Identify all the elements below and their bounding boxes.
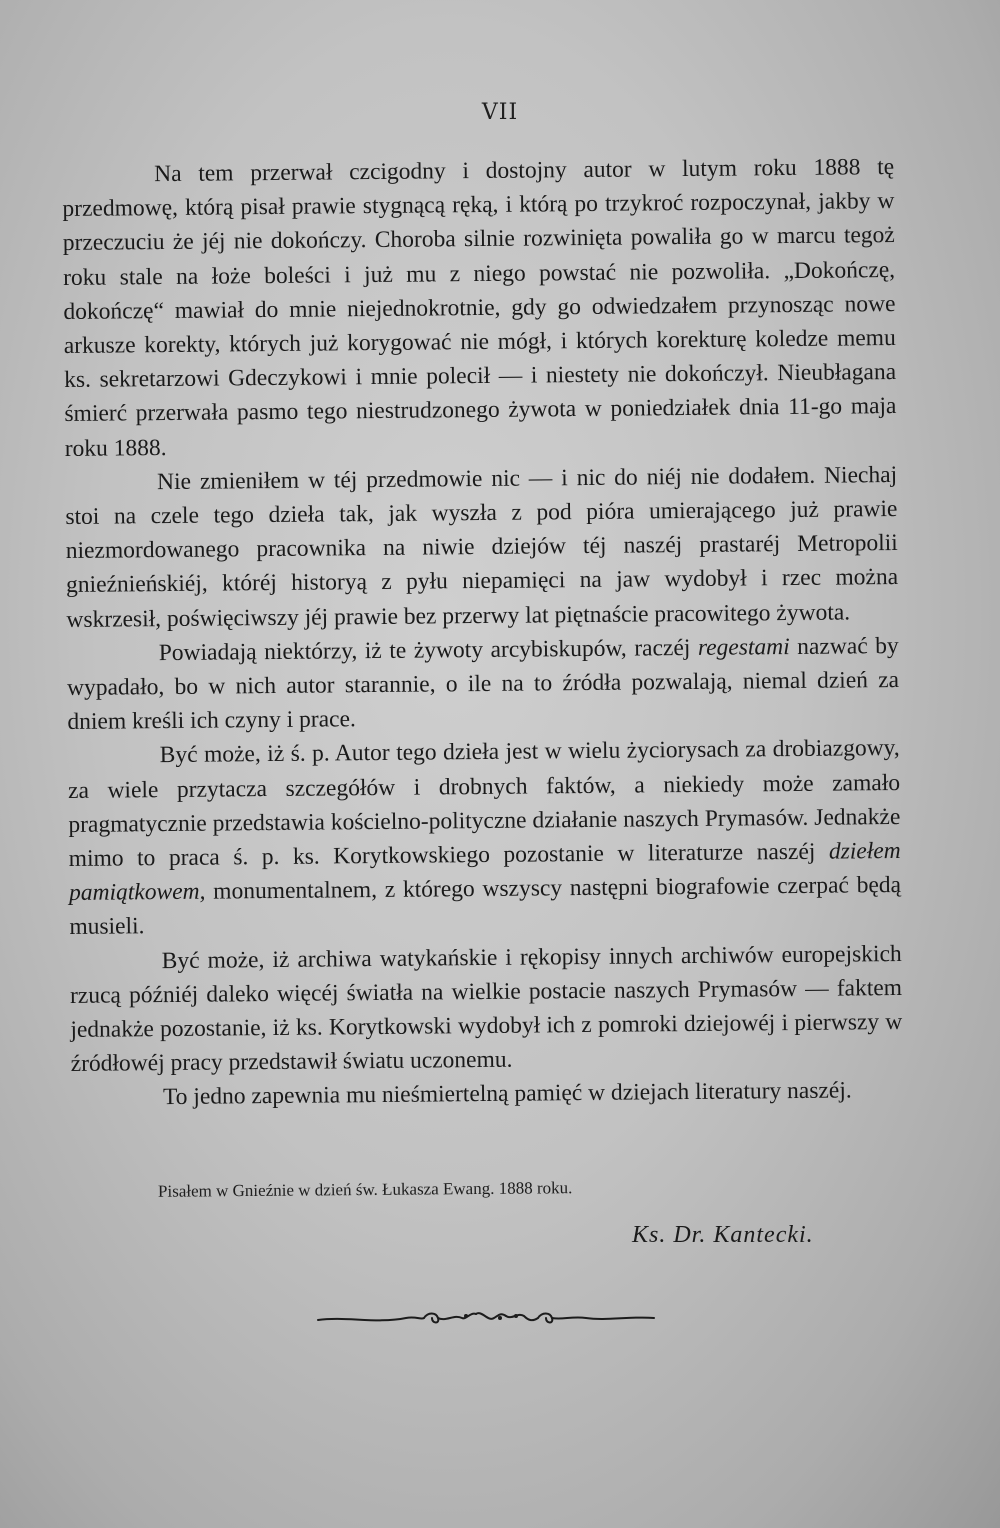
paragraph-5-text: Być może, iż archiwa watykańskie i rękopisy innych archiwów europejskich rzucą późniéj daleko więcéj światła na wielkie postacie naszych Prymasów — faktem jednakże pozostanie, iż ks. Korytkowski wydobył ich z pomroki dziejowéj i pierwszy w źródłowéj pracy przedstawił światu uczonemu. [69,940,903,1078]
paragraph-4-text: Być może, iż ś. p. Autor tego dzieła jest w wielu życiorysach za drobiazgowy, za wiele przytacza szczegółów i drobnych faktów, a niekiedy może zamało pragmatycznie przedstawia kościelno-polityczne działanie naszych Prymasów. Jednakże mimo to praca ś. p. ks. Korytkowskiego pozostanie w literaturze naszéj [67,735,901,873]
paragraph-6 [71,1073,903,1115]
signoff-line: Pisałem w Gnieźnie w dzień św. Łukasza Ewang. 1888 roku. [157,1178,573,1201]
author-signature: Ks. Dr. Kantecki. [632,1222,814,1248]
paragraph-3-text: Powiadają niektórzy, iż te żywoty arcybiskupów, raczéj [158,634,699,666]
paragraph-3 [67,629,900,740]
paragraph-1 [62,150,897,466]
page-number: VII [481,100,519,125]
preface-text [62,150,903,1116]
paragraph-1-text: Na tem przerwał czcigodny i dostojny autor w lutym roku 1888 tę przedmowę, którą pisał prawie stygnącą ręką, i którą po trzykroć rozpoczynał, jakby w przeczuciu że jéj nie dokończy. Choroba silnie rozwinięta powaliła go w marcu tegoż roku stale na łoże boleści i już mu z niego powstać nie pozwoliła. „Dokończę, dokończę“ mawiał do mnie niejednokrotnie, gdy go odwiedzałem przynosząc nowe arkusze korekty, których już korygować nie mógł, i których korekturę koledze memu ks. sekretarzowi Gdeczykowi i mnie polecił — i niestety nie dokończył. Nieubłagana śmierć przerwała pasmo tego niestrudzonego żywota w poniedziałek dnia 11-go maja roku 1888. [62,154,897,462]
paragraph-3-text-end: nazwać by wypadało, bo w nich autor starannie, o ile na to źródła pozwalają, niemal dzień za dniem kreśli ich czyny i prace. [66,632,900,736]
paragraph-5 [70,937,903,1082]
flourish-ornament-icon [316,1306,656,1330]
paragraph-6-text: To jedno zapewnia mu nieśmiertelną pamięć w dziejach literatury naszéj. [162,1077,852,1111]
paragraph-3-emphasis: regestami [697,633,790,661]
paragraph-2-text: Nie zmieniłem w téj przedmowie nic — i nic do niéj nie dodałem. Niechaj stoi na czele tego dzieła tak, jak wyszła z pod pióra umierającego już prawie niezmordowanego pracownika na niwie dziejów téj naszéj prastaréj Metropolii gnieźnieńskiéj, któréj historyą z pyłu niepamięci na jaw wydobył i rzec można wskrzesił, poświęciwszy jéj prawie bez przerwy lat piętnaście pracowitego żywota. [65,461,899,633]
paragraph-4 [68,731,902,944]
paragraph-4-text-end: monumentalnem, z którego wszyscy następni biografowie czerpać będą musieli. [69,872,902,941]
paragraph-2 [65,458,899,637]
paragraph-4-emphasis: dziełem pamiątkowem, [68,838,901,907]
